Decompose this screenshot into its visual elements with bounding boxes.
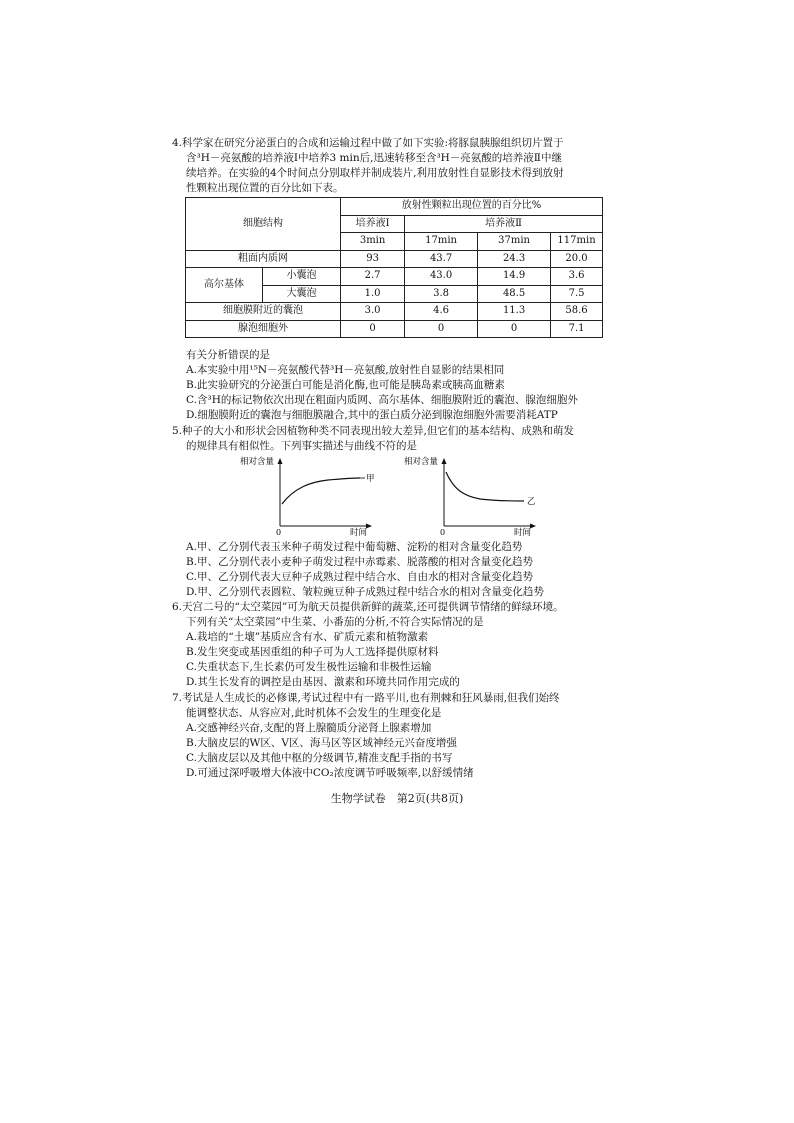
table-row [186, 320, 603, 338]
origin-label: 0 [276, 528, 282, 536]
radioactivity-table [185, 197, 603, 338]
q4-line-2: 含³H－亮氨酸的培养液Ⅰ中培养3 min后,迅速转移至含³H－亮氨酸的培养液Ⅱ中继 [186, 152, 562, 164]
value-cell: 14.9 [478, 268, 551, 286]
q7-line-2: 能调整状态、从容应对,此时机体不会发生的生理变化是 [186, 707, 442, 719]
q4-option-c: C.含³H的标记物依次出现在粗面内质网、高尔基体、细胞膜附近的囊泡、腺泡细胞外 [186, 394, 578, 406]
value-cell: 7.5 [551, 285, 603, 303]
table-row [186, 268, 603, 286]
header-cell-structure: 细胞结构 [186, 198, 341, 251]
q4-option-a: A.本实验中用¹⁵N－亮氨酸代替³H－亮氨酸,放射性自显影的结果相同 [186, 364, 505, 376]
y-axis-label: 相对含量 [240, 457, 275, 467]
q6-option-d: D.其生长发育的调控是由基因、激素和环境共同作用完成的 [186, 676, 460, 688]
header-cell-percent: 放射性颗粒出现位置的百分比% [341, 198, 603, 216]
table-row [186, 250, 603, 268]
q6-option-c: C.失重状态下,生长素仍可发生极性运输和非极性运输 [186, 661, 432, 673]
curve-chart-yi [400, 454, 550, 536]
q4-line-3: 续培养。在实验的4个时间点分别取样并制成装片,利用放射性自显影技术得到放射 [186, 167, 564, 179]
origin-label: 0 [440, 528, 446, 536]
q5-option-c: C.甲、乙分别代表大豆种子成熟过程中结合水、自由水的相对含量变化趋势 [186, 571, 533, 583]
q6-option-a: A.栽培的“土壤”基质应含有水、矿质元素和植物激素 [186, 631, 429, 643]
q5-option-b: B.甲、乙分别代表小麦种子萌发过程中赤霉素、脱落酸的相对含量变化趋势 [186, 556, 534, 568]
value-cell: 48.5 [478, 285, 551, 303]
row-label: 细胞膜附近的囊泡 [186, 303, 341, 321]
q7-option-c: C.大脑皮层以及其他中枢的分级调节,精准支配手指的书写 [186, 752, 453, 764]
value-cell: 20.0 [551, 250, 603, 268]
header-cell-medium2: 培养液Ⅱ [405, 215, 603, 233]
q4-line-1: 4.科学家在研究分泌蛋白的合成和运输过程中做了如下实验:将豚鼠胰腺组织切片置于 [172, 137, 564, 149]
q5-line-2: 的规律具有相似性。下列事实描述与曲线不符的是 [186, 440, 417, 452]
q4-option-b: B.此实验研究的分泌蛋白可能是消化酶,也可能是胰岛素或胰高血糖素 [186, 379, 505, 391]
value-cell: 3.6 [551, 268, 603, 286]
row-label: 小囊泡 [263, 268, 341, 286]
curve-jia [282, 478, 360, 504]
value-cell: 1.0 [341, 285, 405, 303]
q5-line-1: 5.种子的大小和形状会因植物种类不同表现出较大差异,但它们的基本结构、成熟和萌发 [172, 425, 574, 437]
curve-yi [446, 472, 524, 501]
q7-line-1: 7.考试是人生成长的必修课,考试过程中有一路平川,也有荆棘和狂风暴雨,但我们始终 [172, 692, 560, 704]
x-axis-label: 时间 [514, 528, 532, 536]
row-label: 粗面内质网 [186, 250, 341, 268]
table-row [186, 303, 603, 321]
y-axis-label: 相对含量 [404, 457, 439, 467]
value-cell: 11.3 [478, 303, 551, 321]
row-label: 大囊泡 [263, 285, 341, 303]
value-cell: 7.1 [551, 320, 603, 338]
q6-line-2: 下列有关“太空菜园”中生菜、小番茄的分析,不符合实际情况的是 [186, 616, 484, 628]
row-label: 腺泡细胞外 [186, 320, 341, 338]
y-axis-arrow [442, 458, 447, 464]
value-cell: 3.8 [405, 285, 478, 303]
series-label-jia: 甲 [366, 474, 375, 484]
row-group-label: 高尔基体 [186, 268, 263, 303]
time-cell: 17min [405, 233, 478, 251]
q7-option-b: B.大脑皮层的W区、V区、海马区等区域神经元兴奋度增强 [186, 737, 457, 749]
q5-option-d: D.甲、乙分别代表圆粒、皱粒豌豆种子成熟过程中结合水的相对含量变化趋势 [186, 586, 544, 598]
q4-option-d: D.细胞膜附近的囊泡与细胞膜融合,其中的蛋白质分泌到腺泡细胞外需要消耗ATP [186, 409, 558, 421]
value-cell: 58.6 [551, 303, 603, 321]
value-cell: 43.7 [405, 250, 478, 268]
x-axis-label: 时间 [350, 528, 368, 536]
series-label-yi: 乙 [527, 497, 536, 507]
page-footer: 生物学试卷 第2页(共8页) [330, 792, 464, 805]
value-cell: 2.7 [341, 268, 405, 286]
value-cell: 0 [405, 320, 478, 338]
curve-chart-jia [236, 454, 386, 536]
value-cell: 24.3 [478, 250, 551, 268]
q7-option-d: D.可通过深呼吸增大体液中CO₂浓度调节呼吸频率,以舒缓情绪 [186, 767, 474, 779]
time-cell: 37min [478, 233, 551, 251]
value-cell: 43.0 [405, 268, 478, 286]
time-cell: 3min [341, 233, 405, 251]
value-cell: 0 [478, 320, 551, 338]
q4-line-4: 性颗粒出现位置的百分比如下表。 [186, 182, 344, 194]
q4-stem: 有关分析错误的是 [186, 349, 270, 361]
time-cell: 117min [551, 233, 603, 251]
header-cell-medium1: 培养液Ⅰ [341, 215, 405, 233]
q6-option-b: B.发生突变或基因重组的种子可为人工选择提供原材料 [186, 646, 439, 658]
value-cell: 3.0 [341, 303, 405, 321]
y-axis-arrow [278, 458, 283, 464]
q6-line-1: 6.天宫二号的“太空菜园”可为航天员提供新鲜的蔬菜,还可提供调节情绪的鲜绿环境。 [172, 601, 564, 613]
value-cell: 0 [341, 320, 405, 338]
q5-option-a: A.甲、乙分别代表玉米种子萌发过程中葡萄糖、淀粉的相对含量变化趋势 [186, 541, 523, 553]
value-cell: 4.6 [405, 303, 478, 321]
q7-option-a: A.交感神经兴奋,支配的肾上腺髓质分泌肾上腺素增加 [186, 722, 432, 734]
value-cell: 93 [341, 250, 405, 268]
